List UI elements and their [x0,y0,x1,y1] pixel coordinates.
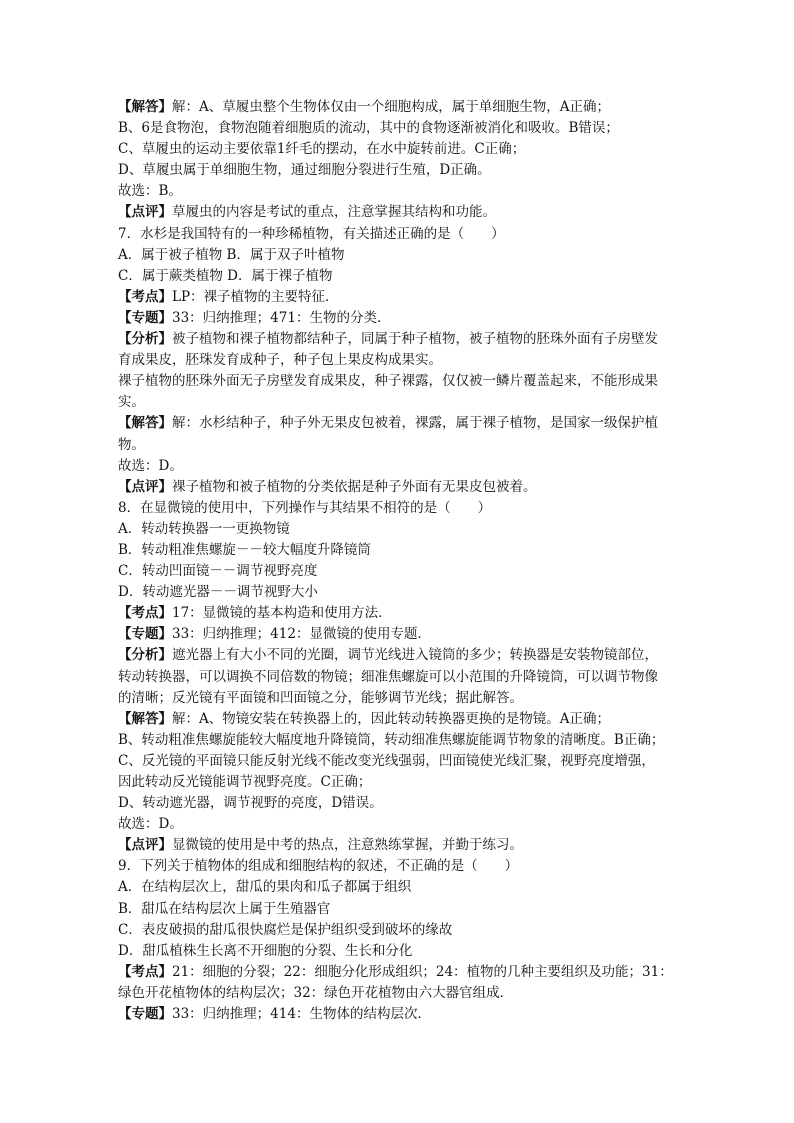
line-text: D．转动遮光器－－调节视野大小 [118,584,318,601]
line-text: C．表皮破损的甜瓜很快腐烂是保护组织受到破坏的缘故 [118,921,453,938]
text-line [118,160,684,181]
text-line [118,962,684,983]
line-text: 故选：B。 [118,183,182,200]
line-text: C．属于蕨类植物 D．属于裸子植物 [118,267,333,284]
line-text: 故选：D。 [118,457,183,474]
text-line [118,245,684,266]
section-tag: 【专题】 [118,626,172,643]
text-line [118,856,684,877]
text-line [118,308,684,329]
text-line [118,540,684,561]
line-text: C．转动凹面镜－－调节视野亮度 [118,563,318,580]
text-line [118,983,684,1004]
line-text: B、转动粗准焦螺旋能较大幅度地升降镜筒，转动细准焦螺旋能调节物象的清晰度。B正确； [118,731,665,748]
line-text: 解：水杉结种子，种子外无果皮包被着，裸露，属于裸子植物，是国家一级保护植 [172,415,658,432]
text-line [118,793,684,814]
line-text: C、反光镜的平面镜只能反射光线不能改变光线强弱，凹面镜使光线汇聚，视野亮度增强， [118,752,655,769]
line-text: A．属于被子植物 B．属于双子叶植物 [118,246,345,263]
section-tag: 【分析】 [118,647,172,664]
line-text: 草履虫的内容是考试的重点，注意掌握其结构和功能。 [172,204,496,221]
section-tag: 【专题】 [118,309,172,326]
line-text: 因此转动反光镜能调节视野亮度。C正确； [118,774,372,790]
line-text: 17：显微镜的基本构造和使用方法． [172,605,392,622]
text-line [118,667,684,688]
line-text: 33：归纳推理；471：生物的分类． [172,309,391,326]
line-text: 转动转换器，可以调换不同倍数的物镜；细准焦螺旋可以小范围的升降镜筒，可以调节物像 [118,668,658,685]
text-line [118,456,684,477]
text-line [118,920,684,941]
text-line [118,1004,684,1025]
line-text: 实。 [118,394,145,411]
text-line [118,624,684,645]
text-line [118,477,684,498]
line-text: 9．下列关于植物体的组成和细胞结构的叙述，不正确的是（ ） [118,858,519,875]
section-tag: 【解答】 [118,710,172,727]
line-text: 被子植物和裸子植物都结种子，同属于种子植物，被子植物的胚珠外面有子房壁发 [172,331,658,348]
line-text: LP：裸子植物的主要特征． [172,288,339,305]
text-line [118,772,684,793]
section-tag: 【专题】 [118,1006,172,1023]
text-line [118,519,684,540]
text-line [118,329,684,350]
text-line [118,561,684,582]
text-line [118,118,684,139]
text-line [118,877,684,898]
line-text: 故选：D。 [118,816,183,833]
section-tag: 【解答】 [118,415,172,432]
section-tag: 【分析】 [118,331,172,348]
text-line [118,835,684,856]
text-line [118,181,684,202]
text-line [118,645,684,666]
line-text: 绿色开花植物体的结构层次；32：绿色开花植物由六大器官组成． [118,984,514,1001]
text-line [118,350,684,371]
line-text: 遮光器上有大小不同的光圈，调节光线进入镜筒的多少；转换器是安装物镜部位， [172,647,658,664]
text-line [118,139,684,160]
text-line [118,814,684,835]
section-tag: 【点评】 [118,837,172,854]
line-text: 7．水杉是我国特有的一种珍稀植物，有关描述正确的是（ ） [118,225,505,242]
line-text: 8．在显微镜的使用中，下列操作与其结果不相符的是（ ） [118,499,492,516]
section-tag: 【考点】 [118,605,172,622]
text-line [118,371,684,392]
line-text: 的清晰；反光镜有平面镜和凹面镜之分，能够调节光线；据此解答。 [118,689,523,706]
section-tag: 【考点】 [118,963,172,980]
line-text: D、转动遮光器，调节视野的亮度，D错误。 [118,795,383,812]
line-text: 裸子植物和被子植物的分类依据是种子外面有无果皮包被着。 [172,478,537,495]
text-line [118,941,684,962]
line-text: 育成果皮，胚珠发育成种子，种子包上果皮构成果实。 [118,352,442,369]
line-text: A．在结构层次上，甜瓜的果肉和瓜子都属于组织 [118,879,412,896]
text-line [118,730,684,751]
text-line [118,899,684,920]
text-line [118,202,684,223]
text-line [118,603,684,624]
document-page [118,97,684,1025]
line-text: A．转动转换器一一更换物镜 [118,520,290,537]
line-text: 物。 [118,436,145,453]
line-text: 33：归纳推理；414：生物体的结构层次． [172,1006,431,1023]
text-line [118,224,684,245]
line-text: D．甜瓜植株生长离不开细胞的分裂、生长和分化 [118,942,413,959]
line-text: B、6是食物泡，食物泡随着细胞质的流动，其中的食物逐渐被消化和吸收。B错误； [118,120,619,137]
line-text: B．甜瓜在结构层次上属于生殖器官 [118,900,331,917]
line-text: 显微镜的使用是中考的热点，注意熟练掌握，并勤于练习。 [172,837,523,854]
text-line [118,751,684,772]
section-tag: 【解答】 [118,99,172,115]
text-line [118,266,684,287]
section-tag: 【点评】 [118,204,172,221]
line-text: 21：细胞的分裂；22：细胞分化形成组织；24：植物的几种主要组织及功能；31： [172,963,673,980]
text-line [118,498,684,519]
line-text: C、草履虫的运动主要依靠1纤毛的摆动，在水中旋转前进。C正确； [118,141,526,158]
text-line [118,392,684,413]
text-line [118,582,684,603]
text-line [118,435,684,456]
text-line [118,97,684,118]
line-text: B．转动粗准焦螺旋－－较大幅度升降镜筒 [118,541,371,558]
section-tag: 【点评】 [118,478,172,495]
section-tag: 【考点】 [118,288,172,305]
text-line [118,688,684,709]
line-text: D、草履虫属于单细胞生物，通过细胞分裂进行生殖，D正确。 [118,162,491,179]
text-line [118,413,684,434]
line-text: 解：A、物镜安装在转换器上的，因此转动转换器更换的是物镜。A正确； [172,710,610,727]
text-line [118,709,684,730]
line-text: 裸子植物的胚珠外面无子房壁发育成果皮，种子裸露，仅仅被一鳞片覆盖起来，不能形成果 [118,373,658,390]
line-text: 解：A、草履虫整个生物体仅由一个细胞构成，属于单细胞生物，A正确； [172,99,610,115]
line-text: 33：归纳推理；412：显微镜的使用专题． [172,626,431,643]
text-line [118,287,684,308]
